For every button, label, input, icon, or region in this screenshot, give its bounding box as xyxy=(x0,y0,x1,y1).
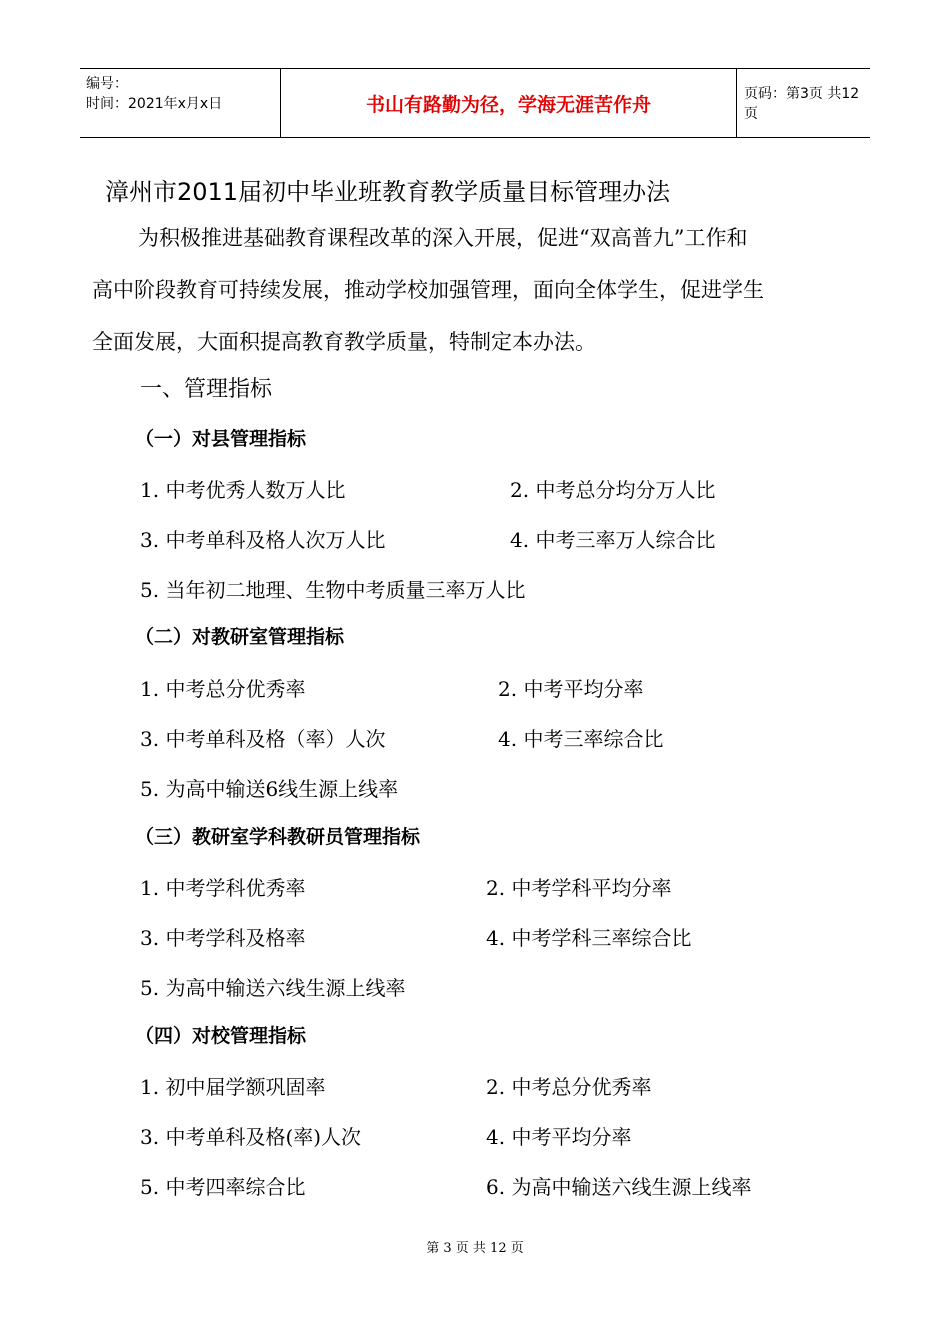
page-header xyxy=(80,68,870,138)
subsection-heading: （三）教研室学科教研员管理指标 xyxy=(135,826,421,848)
intro-line: 全面发展，大面积提高教育教学质量，特制定本办法。 xyxy=(92,330,596,354)
header-page-info: 页码：第3页 共12页 xyxy=(744,86,860,122)
list-item: 2. 中考学科平均分率 xyxy=(486,876,672,900)
intro-line: 高中阶段教育可持续发展，推动学校加强管理，面向全体学生，促进学生 xyxy=(92,278,764,302)
page-footer: 第 3 页 共 12 页 xyxy=(426,1241,524,1256)
list-item: 1. 中考总分优秀率 xyxy=(140,677,306,701)
list-item: 5. 当年初二地理、生物中考质量三率万人比 xyxy=(140,578,526,602)
list-item: 3. 中考单科及格(率)人次 xyxy=(140,1125,362,1149)
subsection-heading: （四）对校管理指标 xyxy=(135,1025,307,1047)
list-item: 3. 中考单科及格人次万人比 xyxy=(140,528,386,552)
list-item: 5. 为高中输送六线生源上线率 xyxy=(140,976,406,1000)
intro-paragraph xyxy=(92,212,862,368)
list-item: 4. 中考学科三率综合比 xyxy=(486,926,692,950)
list-item: 1. 初中届学额巩固率 xyxy=(140,1075,326,1099)
subsection-heading: （一）对县管理指标 xyxy=(135,428,307,450)
list-item: 5. 为高中输送6线生源上线率 xyxy=(140,777,399,801)
list-item: 4. 中考平均分率 xyxy=(486,1125,632,1149)
list-item: 1. 中考优秀人数万人比 xyxy=(140,478,346,502)
list-item: 4. 中考三率万人综合比 xyxy=(510,528,716,552)
list-item: 4. 中考三率综合比 xyxy=(498,727,664,751)
number-label: 编号： xyxy=(86,76,128,92)
subsection-heading: （二）对教研室管理指标 xyxy=(135,626,345,648)
document-title: 漳州市2011届初中毕业班教育教学质量目标管理办法 xyxy=(105,178,671,206)
list-item: 5. 中考四率综合比 xyxy=(140,1175,306,1199)
list-item: 2. 中考总分均分万人比 xyxy=(510,478,716,502)
list-item: 1. 中考学科优秀率 xyxy=(140,876,306,900)
header-motto: 书山有路勤为径，学海无涯苦作舟 xyxy=(281,69,737,137)
list-item: 6. 为高中输送六线生源上线率 xyxy=(486,1175,752,1199)
list-item: 3. 中考学科及格率 xyxy=(140,926,306,950)
list-item: 3. 中考单科及格（率）人次 xyxy=(140,727,386,751)
time-label: 时间：2021年x月x日 xyxy=(86,96,223,112)
list-item: 2. 中考总分优秀率 xyxy=(486,1075,652,1099)
section-heading: 一、管理指标 xyxy=(140,377,273,402)
header-meta-cell xyxy=(80,69,281,137)
list-item: 2. 中考平均分率 xyxy=(498,677,644,701)
intro-line: 为积极推进基础教育课程改革的深入开展，促进“双高普九”工作和 xyxy=(138,226,748,250)
